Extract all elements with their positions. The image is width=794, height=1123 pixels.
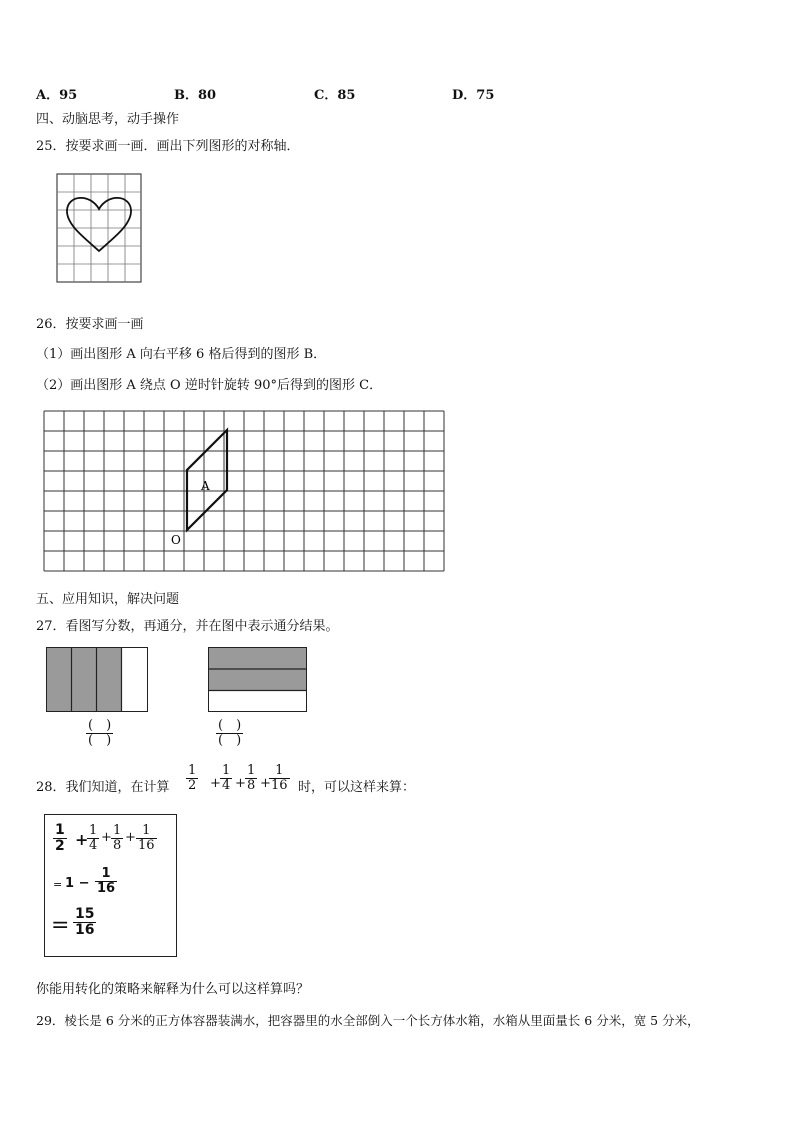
fraction-one-sixteenth: $\frac{1}{16}$ [271,763,288,794]
section-heading-5: 五、应用知识，解决问题 [36,592,180,607]
heart-grid-figure [56,173,142,283]
worked-example-box: $\frac{1}{2}$ + $\frac{1}{4}$ + $\frac{1}{8}$ + $\frac{1}{16}$ = 1 − $\frac{1}{16}$ = $\frac{15}{16}$ [44,814,177,957]
label-a: A [201,479,210,493]
option-d: D．75 [452,88,495,103]
option-c: C．85 [314,88,356,103]
question-28-prompt: 你能用转化的策略来解释为什么可以这样算吗？ [36,982,310,997]
question-28-intro: 28．我们知道，在计算 [36,780,170,795]
fraction-one-half: $\frac{1}{2}$ [188,763,197,794]
answer-blank-1[interactable]: ( ) ( ) [88,718,112,749]
option-a: A．95 [36,88,78,103]
fraction-figure-vertical [46,647,149,713]
question-27: 27．看图写分数，再通分，并在图中表示通分结果。 [36,619,339,634]
heart-shape [67,198,131,251]
question-29: 29．棱长是 6 分米的正方体容器装满水，把容器里的水全部倒入一个长方体水箱，水箱从里面量长 6 分米，宽 5 分米， [36,1013,700,1028]
label-o: O [171,533,181,547]
question-25: 25．按要求画一画．画出下列图形的对称轴． [36,139,300,154]
question-28-intro-end: 时，可以这样来算： [298,780,416,795]
fraction-figure-horizontal [208,647,308,713]
section-heading-4: 四、动脑思考，动手操作 [36,112,180,127]
translation-rotation-grid [43,410,446,578]
answer-blank-2[interactable]: ( ) ( ) [218,718,242,749]
fraction-one-quarter: $\frac{1}{4}$ [222,763,231,794]
question-26-title: 26．按要求画一画 [36,317,144,332]
fraction-one-eighth: $\frac{1}{8}$ [247,763,256,794]
question-26-part-2: （2）画出图形 A 绕点 O 逆时针旋转 90°后得到的图形 C． [36,378,383,393]
option-b: B．80 [174,88,217,103]
question-26-part-1: （1）画出图形 A 向右平移 6 格后得到的图形 B． [36,347,327,362]
